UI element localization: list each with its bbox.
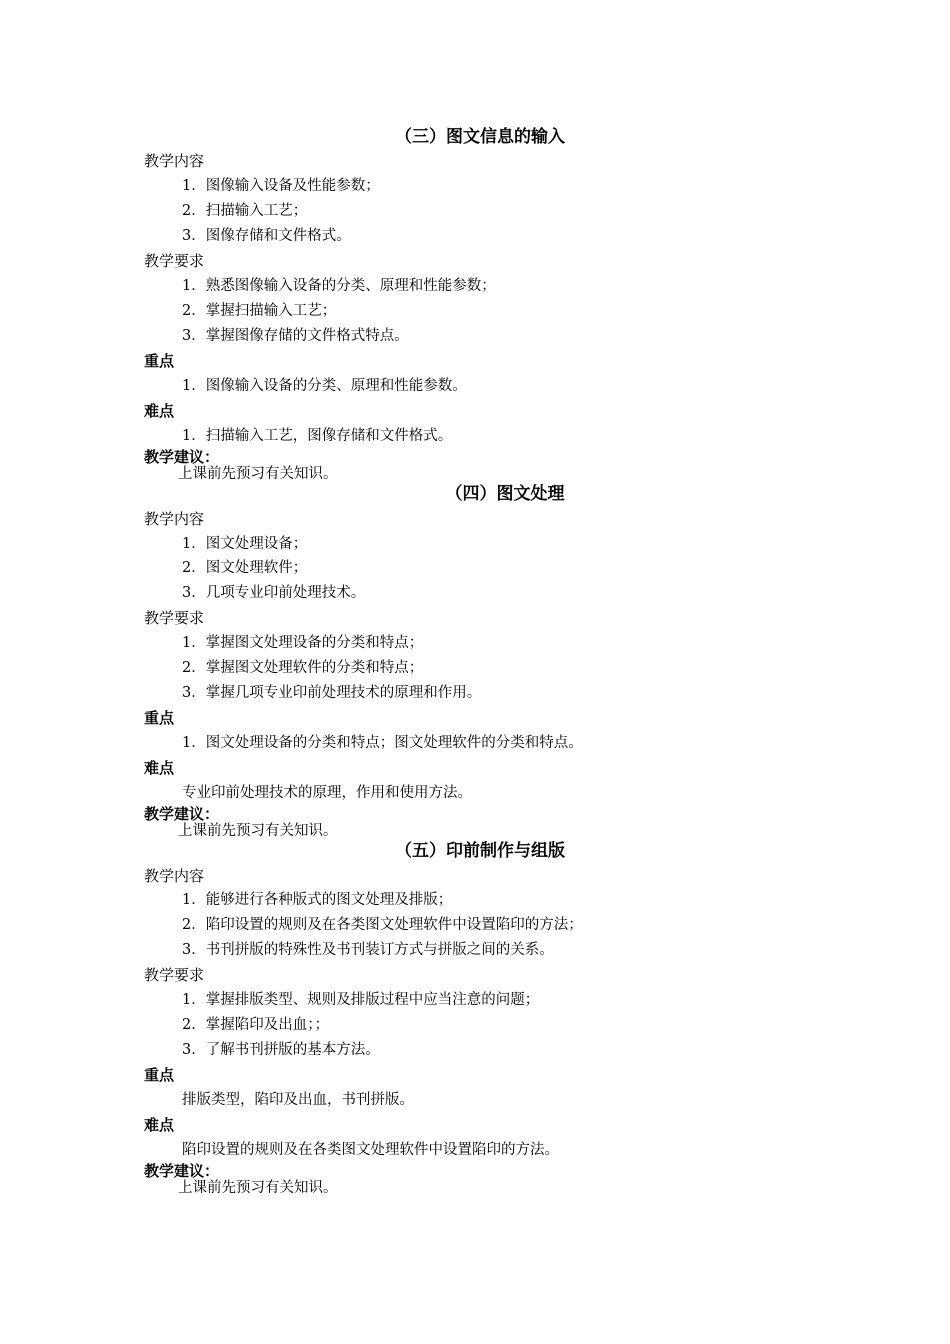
content-item: 1．图文处理设备； bbox=[182, 536, 308, 552]
requirement-item: 2．掌握陷印及出血；； bbox=[182, 1017, 329, 1033]
difficulty-heading: 难点 bbox=[144, 759, 175, 777]
requirements-heading: 教学要求 bbox=[144, 252, 205, 270]
content-item: 3．书刊拼版的特殊性及书刊装订方式与拼版之间的关系。 bbox=[182, 942, 554, 958]
difficulty-text: 专业印前处理技术的原理，作用和使用方法。 bbox=[182, 785, 472, 801]
advice-text: 上课前先预习有关知识。 bbox=[178, 823, 338, 839]
requirement-item: 1．掌握排版类型、规则及排版过程中应当注意的问题； bbox=[182, 992, 540, 1008]
content-item: 2．图文处理软件； bbox=[182, 560, 308, 576]
key-text: 1．图像输入设备的分类、原理和性能参数。 bbox=[182, 378, 467, 394]
requirement-item: 3．掌握几项专业印前处理技术的原理和作用。 bbox=[182, 685, 482, 701]
difficulty-heading: 难点 bbox=[144, 402, 175, 420]
requirement-item: 1．掌握图文处理设备的分类和特点； bbox=[182, 635, 424, 651]
content-item: 1．图像输入设备及性能参数； bbox=[182, 178, 380, 194]
key-heading: 重点 bbox=[144, 1066, 175, 1084]
key-text: 排版类型，陷印及出血，书刊拼版。 bbox=[182, 1092, 414, 1108]
content-heading: 教学内容 bbox=[144, 510, 205, 528]
requirement-item: 3．掌握图像存储的文件格式特点。 bbox=[182, 328, 409, 344]
advice-text: 上课前先预习有关知识。 bbox=[178, 466, 338, 482]
requirement-item: 2．掌握图文处理软件的分类和特点； bbox=[182, 660, 424, 676]
advice-text: 上课前先预习有关知识。 bbox=[178, 1180, 338, 1196]
content-item: 3．图像存储和文件格式。 bbox=[182, 228, 351, 244]
key-heading: 重点 bbox=[144, 709, 175, 727]
requirement-item: 3．了解书刊拼版的基本方法。 bbox=[182, 1042, 380, 1058]
requirements-heading: 教学要求 bbox=[144, 609, 205, 627]
advice-heading: 教学建议： bbox=[144, 448, 220, 466]
content-heading: 教学内容 bbox=[144, 152, 205, 170]
advice-heading: 教学建议： bbox=[144, 1162, 220, 1180]
advice-heading: 教学建议： bbox=[144, 805, 220, 823]
difficulty-heading: 难点 bbox=[144, 1116, 175, 1134]
section-title: （五）印前制作与组版 bbox=[395, 841, 565, 861]
key-text: 1．图文处理设备的分类和特点；图文处理软件的分类和特点。 bbox=[182, 735, 583, 751]
content-item: 1．能够进行各种版式的图文处理及排版； bbox=[182, 892, 453, 908]
content-item: 2．扫描输入工艺； bbox=[182, 203, 308, 219]
requirement-item: 2．掌握扫描输入工艺； bbox=[182, 303, 337, 319]
content-item: 3．几项专业印前处理技术。 bbox=[182, 585, 366, 601]
section-title: （四）图文处理 bbox=[445, 484, 565, 504]
requirement-item: 1．熟悉图像输入设备的分类、原理和性能参数； bbox=[182, 278, 496, 294]
section-title: （三）图文信息的输入 bbox=[395, 127, 565, 147]
content-item: 2．陷印设置的规则及在各类图文处理软件中设置陷印的方法； bbox=[182, 917, 583, 933]
content-heading: 教学内容 bbox=[144, 867, 205, 885]
difficulty-text: 陷印设置的规则及在各类图文处理软件中设置陷印的方法。 bbox=[182, 1142, 559, 1158]
difficulty-text: 1．扫描输入工艺，图像存储和文件格式。 bbox=[182, 428, 453, 444]
requirements-heading: 教学要求 bbox=[144, 966, 205, 984]
key-heading: 重点 bbox=[144, 352, 175, 370]
